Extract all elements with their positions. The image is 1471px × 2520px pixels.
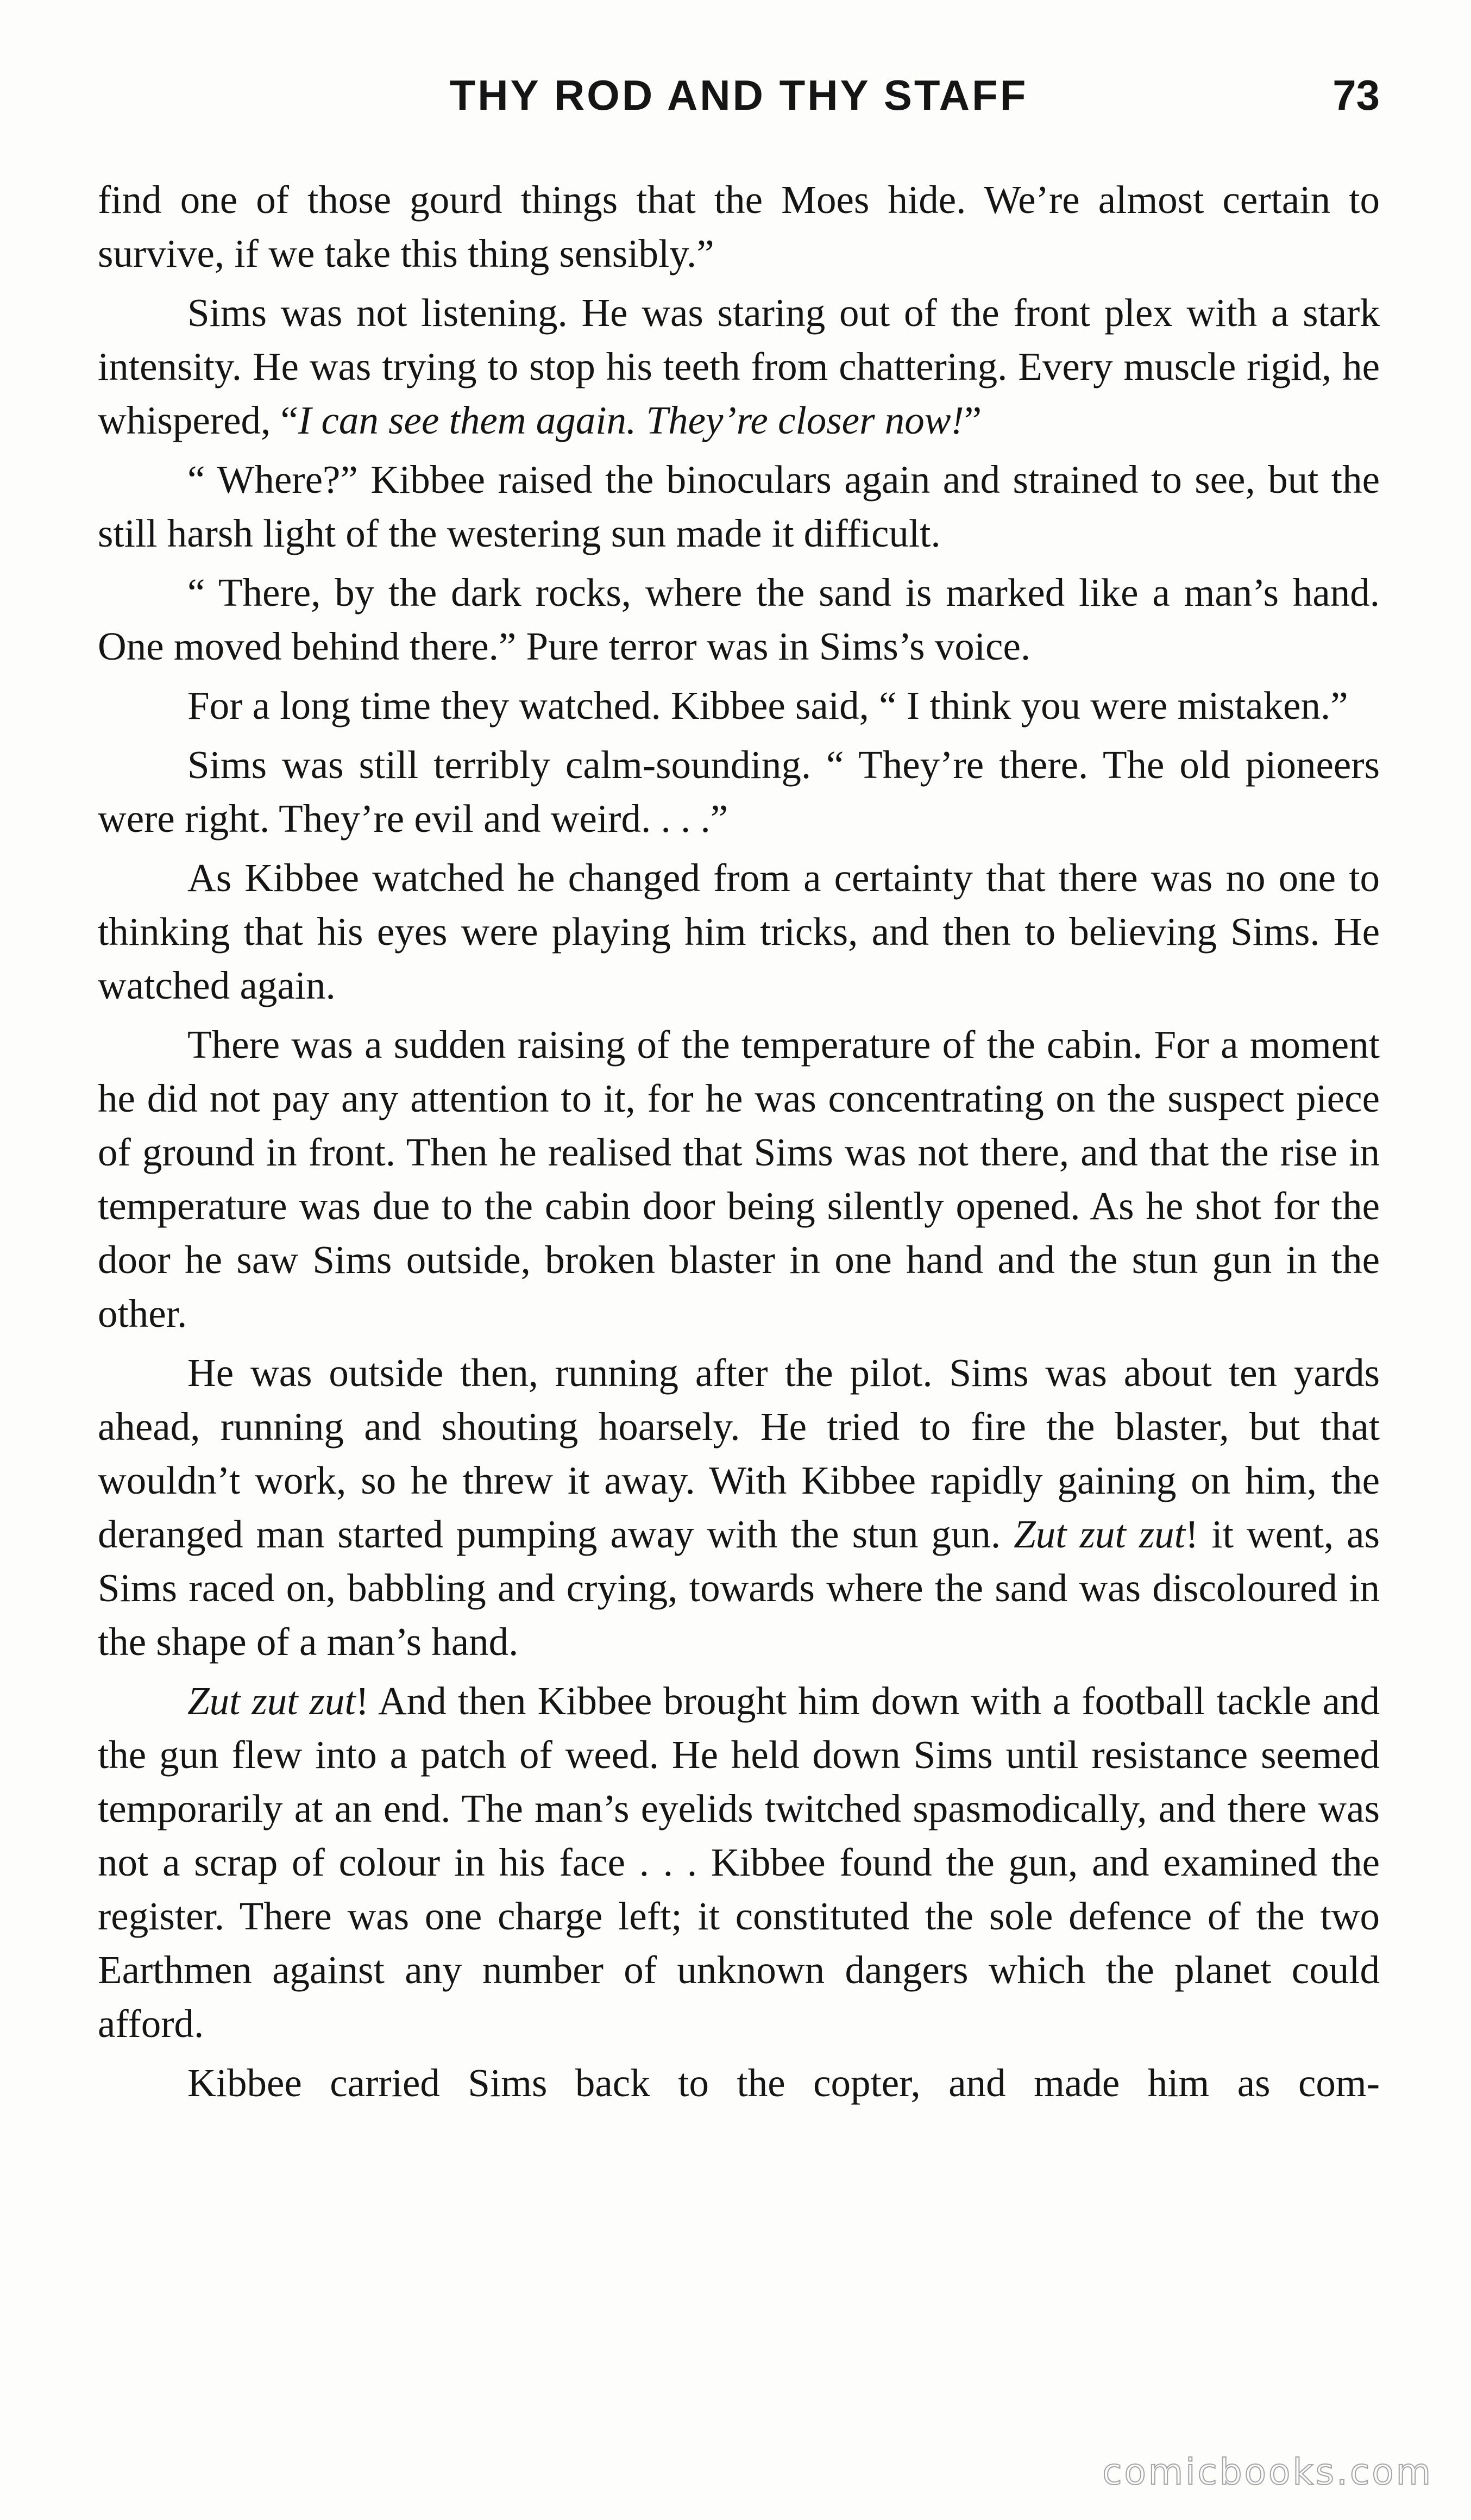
paragraph — [98, 453, 1380, 560]
body-text — [98, 173, 1380, 2115]
running-head — [98, 65, 1380, 125]
text-run: ! And then Kibbee brought him down with a football tackle and the gun flew into a patch of weed. He held down Sims until resistance seemed temporarily at an end. The man’s eyelids twitched spasmodically, and there was not a scrap of colour in his face . . . Kibbee found the gun, and examined the register. There was one charge left; it constituted the sole defence of the two Earthmen against any number of unknown dangers which the planet could afford. — [98, 1679, 1380, 2046]
watermark: comicbooks.com — [1102, 2451, 1433, 2493]
paragraph — [98, 286, 1380, 447]
italic-text: Zut zut zut — [1014, 1512, 1186, 1556]
text-run: Sims was not listening. He was staring out of the front plex with a stark intensity. He was trying to stop his teeth from chattering. Every muscle rigid, he whispered, “ — [98, 291, 1380, 442]
paragraph — [98, 566, 1380, 673]
paragraph — [98, 679, 1380, 732]
text-run: ” — [964, 398, 982, 442]
paragraph — [98, 2056, 1380, 2110]
text-run: ! it went, as Sims raced on, babbling and crying, towards where the sand was discoloured in the shape of a man’s hand. — [98, 1512, 1380, 1664]
text-run: “ Where?” Kibbee raised the binoculars again and strained to see, but the still harsh light of the westering sun made it difficult. — [98, 457, 1380, 555]
paragraph — [98, 738, 1380, 845]
text-run: Sims was still terribly calm-sounding. “ They’re there. The old pioneers were right. They’re evil and weird. . . .” — [98, 743, 1380, 841]
paragraph — [98, 173, 1380, 280]
text-run: He was outside then, running after the pilot. Sims was about ten yards ahead, running and shouting hoarsely. He tried to fire the blaster, but that wouldn’t work, so he threw it away. With Kibbee rapidly gaining on him, the deranged man started pumping away with the stun gun. — [98, 1351, 1380, 1556]
paragraph — [98, 1018, 1380, 1340]
paragraph — [98, 1674, 1380, 2051]
text-run: As Kibbee watched he changed from a certainty that there was no one to thinking that his eyes were playing him tricks, and then to believing Sims. He watched again. — [98, 856, 1380, 1007]
text-run: There was a sudden raising of the temperature of the cabin. For a moment he did not pay any attention to it, for he was concentrating on the suspect piece of ground in front. Then he realised that Sims was not there, and that the rise in temperature was due to the cabin door being silently opened. As he shot for the door he saw Sims outside, broken blaster in one hand and the stun gun in the other. — [98, 1023, 1380, 1336]
italic-text: I can see them again. They’re closer now! — [298, 398, 964, 442]
italic-text: Zut zut zut — [187, 1679, 356, 1723]
page-number: 73 — [1332, 71, 1380, 119]
text-run: For a long time they watched. Kibbee said, “ I think you were mistaken.” — [187, 684, 1348, 728]
text-run: “ There, by the dark rocks, where the sand is marked like a man’s hand. One moved behind there.” Pure terror was in Sims’s voice. — [98, 571, 1380, 668]
text-run: find one of those gourd things that the Moes hide. We’re almost certain to survive, if we take this thing sensibly.” — [98, 178, 1380, 275]
running-title: THY ROD AND THY STAFF — [449, 71, 1028, 119]
paragraph — [98, 851, 1380, 1012]
text-run: Kibbee carried Sims back to the copter, and made him as com- — [187, 2061, 1380, 2105]
paragraph — [98, 1346, 1380, 1669]
